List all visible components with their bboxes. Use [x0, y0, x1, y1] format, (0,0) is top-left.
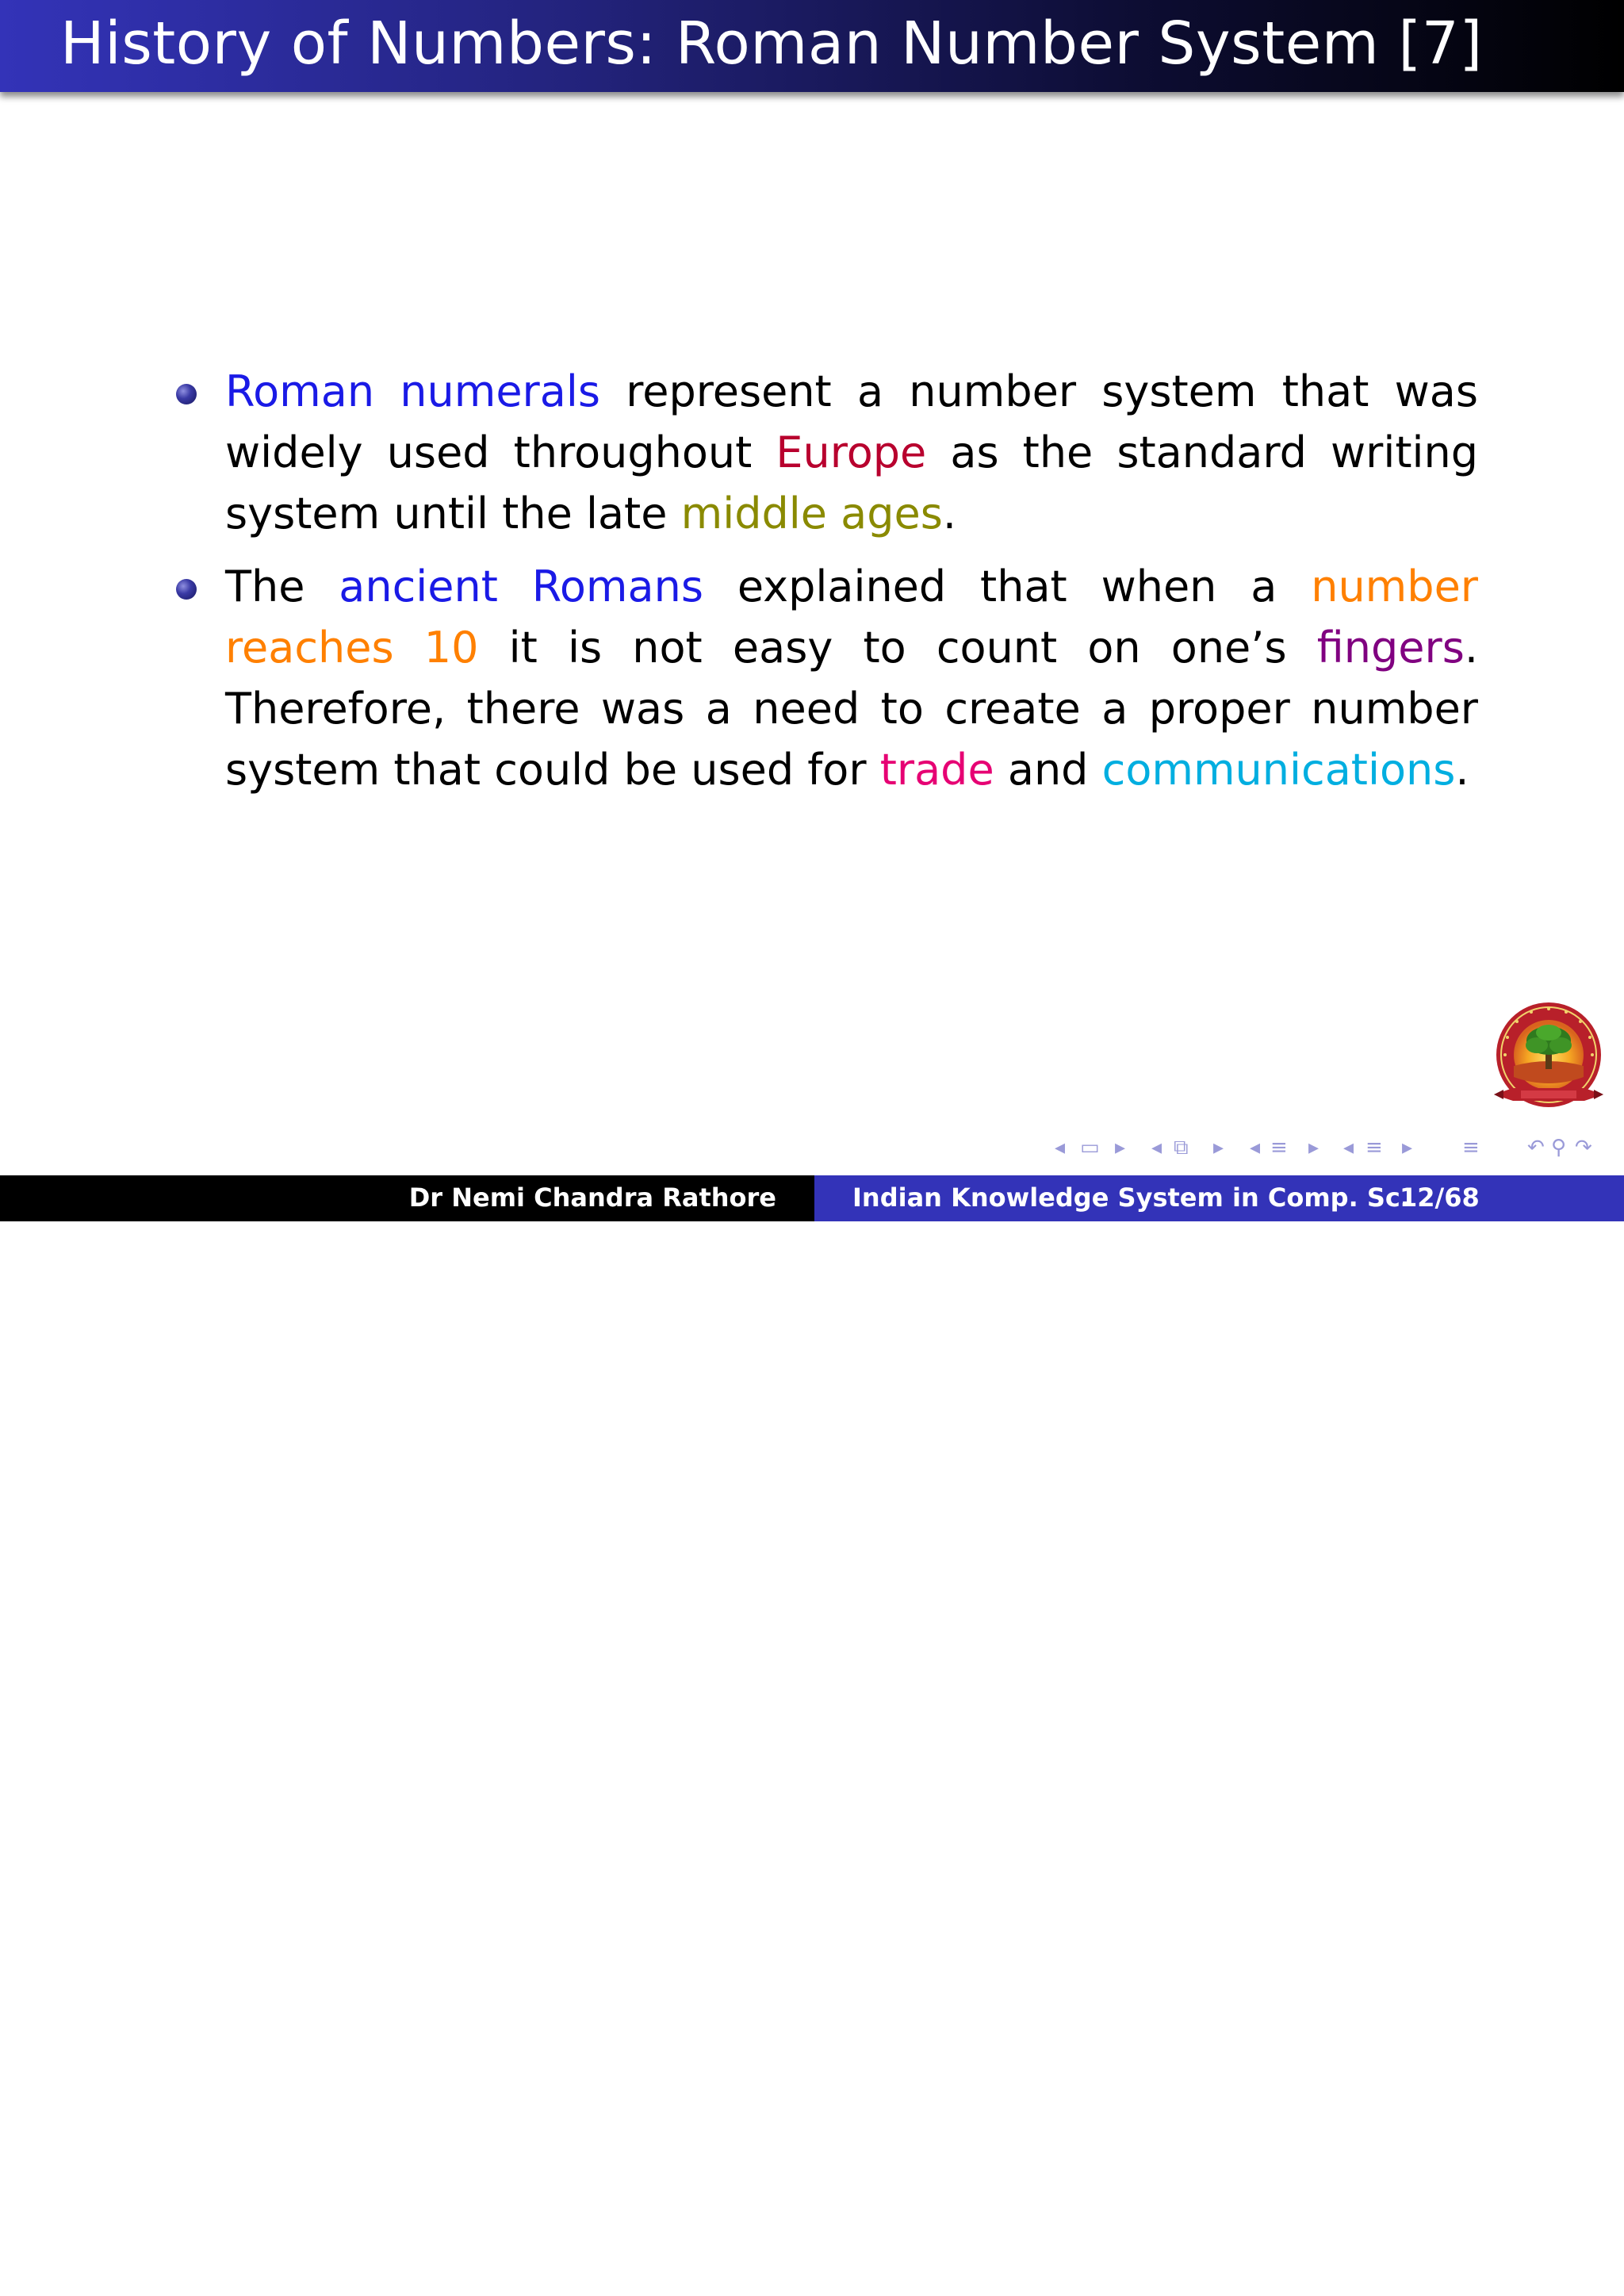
bullet-text: . Therefore, there was a need to create a proper number system that could be used for: [225, 623, 1478, 795]
term-number-reaches-10: number reaches 10: [225, 562, 1478, 673]
section-next-icon[interactable]: ▸: [1308, 1136, 1320, 1159]
footer-author-box: [0, 1175, 814, 1221]
slide-icon[interactable]: ⧉: [1174, 1136, 1189, 1159]
bullet-text: it is not easy to count on one’s: [478, 623, 1317, 673]
bullet-text: .: [1455, 745, 1469, 795]
bullet-text: The: [225, 562, 339, 611]
subsection-prev-icon[interactable]: ◂: [1343, 1136, 1354, 1159]
term-fingers: fingers: [1316, 623, 1465, 673]
slide-title: History of Numbers: Roman Number System [7]: [60, 10, 1483, 78]
back-icon[interactable]: ↶: [1527, 1136, 1545, 1159]
footer-course-title: Indian Knowledge System in Comp. Sc.: [852, 1182, 1411, 1213]
frame-icon[interactable]: ▭: [1080, 1136, 1100, 1159]
search-icon[interactable]: ⚲: [1551, 1136, 1567, 1159]
navigation-bar: [1055, 1136, 1610, 1167]
slide-next-icon[interactable]: ▸: [1213, 1136, 1224, 1159]
frame-next-icon[interactable]: ▸: [1115, 1136, 1126, 1159]
bullet-text: and: [994, 745, 1102, 795]
bullet-item: [225, 361, 1478, 544]
page-number: 12/68: [1400, 1182, 1480, 1213]
title-bar: [0, 0, 1624, 92]
term-roman-numerals: Roman numerals: [225, 366, 600, 416]
term-europe: Europe: [776, 427, 927, 477]
frame-prev-icon[interactable]: ◂: [1055, 1136, 1066, 1159]
term-communications: communications: [1101, 745, 1456, 795]
toc-icon[interactable]: ≡: [1462, 1136, 1480, 1159]
footer-course-box: [814, 1175, 1624, 1221]
term-ancient-romans: ancient Romans: [339, 562, 703, 611]
bullet-text: .: [942, 489, 957, 539]
subsection-next-icon[interactable]: ▸: [1402, 1136, 1413, 1159]
term-middle-ages: middle ages: [680, 489, 943, 539]
university-seal-icon: [1489, 1001, 1608, 1120]
term-trade: trade: [879, 745, 994, 795]
bullet-text: as the standard writing system until the late: [225, 427, 1479, 539]
bullet-ball-icon: [176, 384, 197, 404]
bullet-ball-icon: [176, 579, 197, 600]
slide-prev-icon[interactable]: ◂: [1151, 1136, 1162, 1159]
subsection-icon[interactable]: ≡: [1365, 1136, 1383, 1159]
section-icon[interactable]: ≡: [1270, 1136, 1288, 1159]
footer: [0, 1175, 1624, 1221]
bullet-text: represent a number system that was widely used throughout: [225, 366, 1478, 477]
section-prev-icon[interactable]: ◂: [1250, 1136, 1261, 1159]
footer-author: Dr Nemi Chandra Rathore: [408, 1182, 776, 1213]
forward-icon[interactable]: ↷: [1575, 1136, 1592, 1159]
bullet-item: [225, 556, 1478, 800]
bullet-text: explained that when a: [703, 562, 1312, 611]
